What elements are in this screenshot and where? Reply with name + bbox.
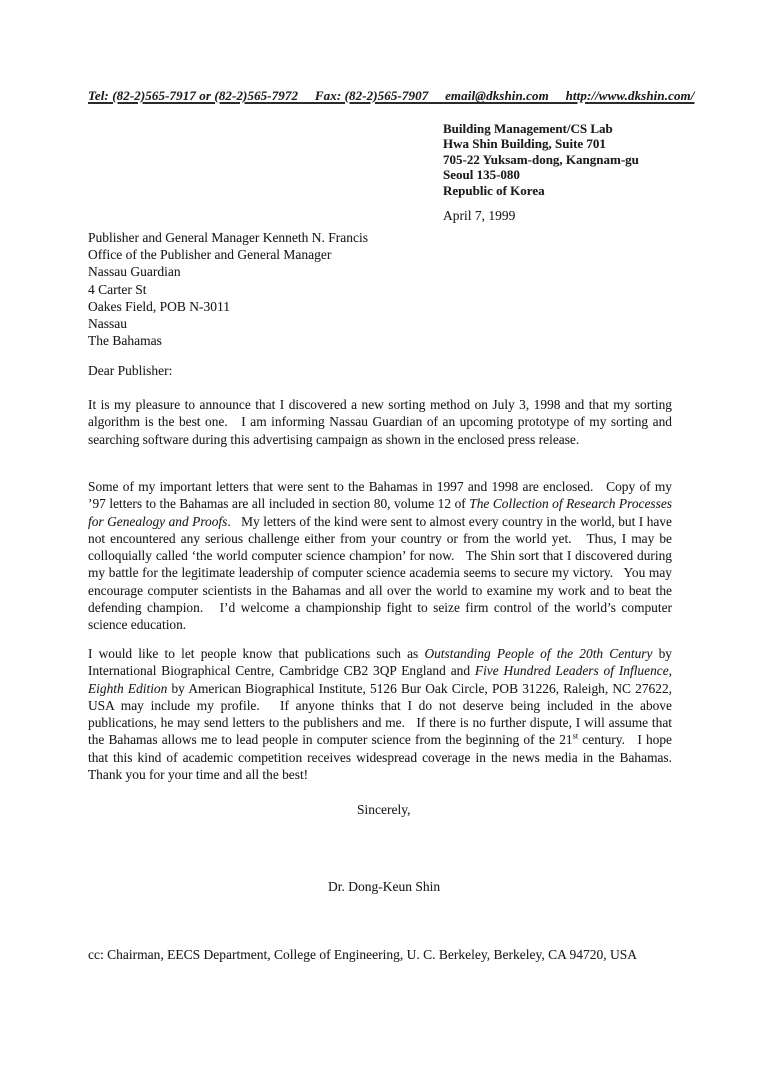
sender-address-line: 705-22 Yuksam-dong, Kangnam-gu <box>443 151 639 167</box>
cc-line: cc: Chairman, EECS Department, College of Engineering, U. C. Berkeley, Berkeley, CA 94720, USA <box>88 947 638 962</box>
sender-address-line: Building Management/CS Lab <box>443 121 613 136</box>
recipient-address-line: Oakes Field, POB N-3011 <box>88 298 230 314</box>
sender-address <box>443 121 639 198</box>
recipient-address-line: Office of the Publisher and General Manager <box>88 247 332 263</box>
recipient-address-line: The Bahamas <box>88 333 162 349</box>
recipient-address-line: Nassau <box>88 316 127 332</box>
recipient-address-line: Publisher and General Manager Kenneth N. Francis <box>88 230 369 245</box>
contact-header: Tel: (82-2)565-7917 or (82-2)565-7972 Fax: (82-2)565-7907 email@dkshin.com http://www.dkshin.com/ <box>88 88 695 103</box>
sender-address-line: Hwa Shin Building, Suite 701 <box>443 136 606 152</box>
closing: Sincerely, <box>357 802 411 817</box>
salutation: Dear Publisher: <box>88 363 173 378</box>
signature-name: Dr. Dong-Keun Shin <box>328 879 441 894</box>
recipient-address <box>88 229 368 349</box>
letter-date: April 7, 1999 <box>443 208 516 223</box>
body-paragraph-3: I would like to let people know that publications such as Outstanding People of the 20th Century by International Biographical Centre, Cambridge CB2 3QP England and Five Hundred Leaders of Influence, Eighth Edition by American Biographical Institute, 5126 Bur Oak Circle, POB 31226, Raleigh, NC 27622, USA may include my profile. If anyone thinks that I do not deserve being included in the above publications, he may send letters to the publishers and me. If there is no further dispute, I will assume that the Bahamas allows me to lead people in computer science from the beginning of the 21st century. I hope that this kind of academic competition receives widespread coverage in the news media in the Bahamas. Thank you for your time and all the best! <box>88 646 686 782</box>
sender-address-line: Seoul 135-080 <box>443 167 520 183</box>
recipient-address-line: 4 Carter St <box>88 281 147 297</box>
sender-address-line: Republic of Korea <box>443 182 545 198</box>
recipient-address-line: Nassau Guardian <box>88 264 181 280</box>
body-paragraph-1: It is my pleasure to announce that I discovered a new sorting method on July 3, 1998 and that my sorting algorithm is the best one. I am informing Nassau Guardian of an upcoming prototype of my sorting and searching software during this advertising campaign as shown in the enclosed press release. <box>88 397 676 447</box>
body-paragraph-2: Some of my important letters that were sent to the Bahamas in 1997 and 1998 are enclosed. Copy of my ’97 letters to the Bahamas are all included in section 80, volume 12 of The Collection of Research Processes for Genealogy and Proofs. My letters of the kind were sent to almost every country in the world, but I have not encountered any serious challenge either from your country or from the world yet. Thus, I may be colloquially called ‘the world computer science champion’ for now. The Shin sort that I discovered during my battle for the legitimate leadership of computer science academia seems to secure my victory. You may encourage computer scientists in the Bahamas and all over the world to examine my work and to beat the defending champion. I’d welcome a championship fight to seize firm control of the world’s computer science education. <box>88 479 676 632</box>
